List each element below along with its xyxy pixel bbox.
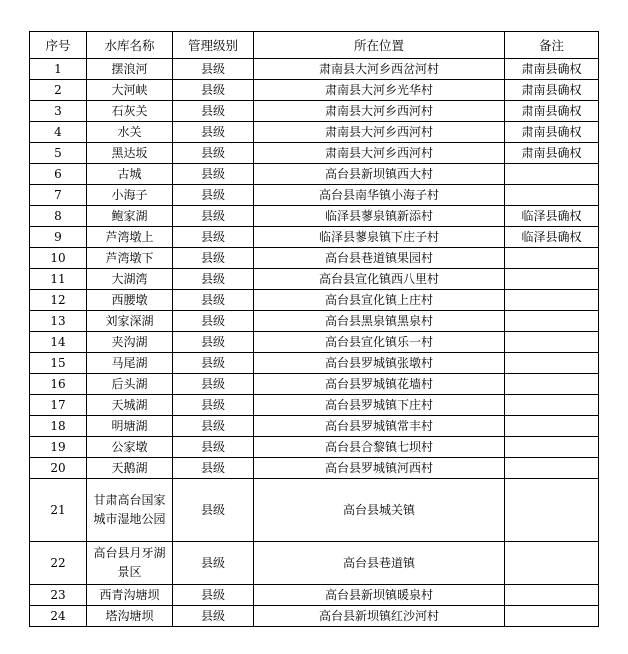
cell-no: 22 <box>30 542 87 585</box>
cell-level: 县级 <box>173 269 254 290</box>
cell-note <box>505 479 599 542</box>
cell-name: 鲍家湖 <box>87 206 173 227</box>
table-row <box>30 80 599 101</box>
cell-no: 24 <box>30 606 87 627</box>
cell-no: 10 <box>30 248 87 269</box>
cell-note <box>505 395 599 416</box>
cell-note <box>505 311 599 332</box>
table-row <box>30 585 599 606</box>
cell-location: 高台县城关镇 <box>254 479 505 542</box>
cell-no: 18 <box>30 416 87 437</box>
cell-no: 9 <box>30 227 87 248</box>
table-row <box>30 101 599 122</box>
cell-note <box>505 437 599 458</box>
table-row <box>30 395 599 416</box>
cell-name: 天鹅湖 <box>87 458 173 479</box>
cell-no: 2 <box>30 80 87 101</box>
cell-level: 县级 <box>173 185 254 206</box>
table-row <box>30 311 599 332</box>
cell-level: 县级 <box>173 606 254 627</box>
table-row <box>30 437 599 458</box>
cell-note <box>505 606 599 627</box>
cell-note: 肃南县确权 <box>505 101 599 122</box>
cell-name: 古城 <box>87 164 173 185</box>
cell-name: 明塘湖 <box>87 416 173 437</box>
table-row <box>30 374 599 395</box>
table-row <box>30 606 599 627</box>
table-row <box>30 248 599 269</box>
cell-location: 临泽县蓼泉镇新添村 <box>254 206 505 227</box>
table-row <box>30 353 599 374</box>
cell-location: 高台县宣化镇西八里村 <box>254 269 505 290</box>
cell-location: 临泽县蓼泉镇下庄子村 <box>254 227 505 248</box>
cell-no: 21 <box>30 479 87 542</box>
reservoir-table <box>29 31 599 627</box>
table-row <box>30 332 599 353</box>
cell-note <box>505 248 599 269</box>
table-row <box>30 185 599 206</box>
table-row <box>30 227 599 248</box>
cell-level: 县级 <box>173 479 254 542</box>
header-note: 备注 <box>505 32 599 59</box>
cell-name: 西青沟塘坝 <box>87 585 173 606</box>
cell-no: 12 <box>30 290 87 311</box>
cell-level: 县级 <box>173 248 254 269</box>
cell-note: 肃南县确权 <box>505 122 599 143</box>
cell-no: 8 <box>30 206 87 227</box>
cell-level: 县级 <box>173 542 254 585</box>
cell-no: 17 <box>30 395 87 416</box>
table-row <box>30 416 599 437</box>
cell-level: 县级 <box>173 353 254 374</box>
cell-location: 高台县新坝镇西大村 <box>254 164 505 185</box>
cell-name: 芦湾墩上 <box>87 227 173 248</box>
cell-name: 芦湾墩下 <box>87 248 173 269</box>
cell-location: 高台县宣化镇上庄村 <box>254 290 505 311</box>
cell-name: 后头湖 <box>87 374 173 395</box>
table-row <box>30 269 599 290</box>
cell-name: 天城湖 <box>87 395 173 416</box>
cell-note <box>505 185 599 206</box>
table-row <box>30 122 599 143</box>
cell-no: 13 <box>30 311 87 332</box>
cell-location: 高台县合黎镇七坝村 <box>254 437 505 458</box>
table-row <box>30 59 599 80</box>
cell-level: 县级 <box>173 101 254 122</box>
table-row <box>30 479 599 542</box>
cell-no: 6 <box>30 164 87 185</box>
cell-location: 高台县罗城镇常丰村 <box>254 416 505 437</box>
cell-level: 县级 <box>173 80 254 101</box>
cell-level: 县级 <box>173 122 254 143</box>
cell-location: 高台县宣化镇乐一村 <box>254 332 505 353</box>
cell-location: 肃南县大河乡西河村 <box>254 122 505 143</box>
cell-note <box>505 585 599 606</box>
cell-level: 县级 <box>173 143 254 164</box>
cell-location: 高台县新坝镇红沙河村 <box>254 606 505 627</box>
cell-location: 高台县罗城镇河西村 <box>254 458 505 479</box>
cell-name: 马尾湖 <box>87 353 173 374</box>
cell-location: 高台县南华镇小海子村 <box>254 185 505 206</box>
cell-location: 高台县黑泉镇黑泉村 <box>254 311 505 332</box>
cell-level: 县级 <box>173 290 254 311</box>
cell-location: 肃南县大河乡西河村 <box>254 143 505 164</box>
cell-note <box>505 416 599 437</box>
cell-name: 水关 <box>87 122 173 143</box>
cell-level: 县级 <box>173 59 254 80</box>
header-location: 所在位置 <box>254 32 505 59</box>
cell-no: 4 <box>30 122 87 143</box>
cell-location: 肃南县大河乡西岔河村 <box>254 59 505 80</box>
cell-no: 1 <box>30 59 87 80</box>
cell-location: 高台县巷道镇果园村 <box>254 248 505 269</box>
cell-name: 夹沟湖 <box>87 332 173 353</box>
cell-note <box>505 290 599 311</box>
cell-note <box>505 269 599 290</box>
cell-note: 临泽县确权 <box>505 206 599 227</box>
cell-note <box>505 458 599 479</box>
cell-name: 石灰关 <box>87 101 173 122</box>
cell-no: 7 <box>30 185 87 206</box>
cell-name: 甘肃高台国家城市湿地公园 <box>87 479 173 542</box>
cell-no: 16 <box>30 374 87 395</box>
cell-location: 高台县巷道镇 <box>254 542 505 585</box>
cell-level: 县级 <box>173 458 254 479</box>
cell-note: 临泽县确权 <box>505 227 599 248</box>
cell-name: 西腰墩 <box>87 290 173 311</box>
table-row <box>30 164 599 185</box>
header-no: 序号 <box>30 32 87 59</box>
cell-name: 小海子 <box>87 185 173 206</box>
cell-name: 摆浪河 <box>87 59 173 80</box>
cell-location: 肃南县大河乡西河村 <box>254 101 505 122</box>
cell-level: 县级 <box>173 416 254 437</box>
cell-level: 县级 <box>173 311 254 332</box>
cell-no: 19 <box>30 437 87 458</box>
cell-no: 11 <box>30 269 87 290</box>
cell-no: 3 <box>30 101 87 122</box>
cell-name: 公家墩 <box>87 437 173 458</box>
cell-note: 肃南县确权 <box>505 143 599 164</box>
cell-no: 14 <box>30 332 87 353</box>
table-row <box>30 290 599 311</box>
table-row <box>30 542 599 585</box>
cell-level: 县级 <box>173 395 254 416</box>
cell-no: 20 <box>30 458 87 479</box>
cell-level: 县级 <box>173 585 254 606</box>
cell-level: 县级 <box>173 374 254 395</box>
header-level: 管理级别 <box>173 32 254 59</box>
cell-name: 大湖湾 <box>87 269 173 290</box>
cell-name: 刘家深湖 <box>87 311 173 332</box>
cell-location: 高台县罗城镇花墙村 <box>254 374 505 395</box>
table-row <box>30 206 599 227</box>
cell-name: 大河峡 <box>87 80 173 101</box>
cell-location: 高台县罗城镇张墩村 <box>254 353 505 374</box>
cell-note <box>505 332 599 353</box>
cell-name: 高台县月牙湖景区 <box>87 542 173 585</box>
cell-level: 县级 <box>173 164 254 185</box>
cell-no: 15 <box>30 353 87 374</box>
cell-note: 肃南县确权 <box>505 80 599 101</box>
table-header-row <box>30 32 599 59</box>
cell-no: 23 <box>30 585 87 606</box>
header-name: 水库名称 <box>87 32 173 59</box>
cell-location: 肃南县大河乡光华村 <box>254 80 505 101</box>
cell-level: 县级 <box>173 437 254 458</box>
cell-note <box>505 164 599 185</box>
cell-note <box>505 374 599 395</box>
cell-level: 县级 <box>173 206 254 227</box>
cell-location: 高台县新坝镇暖泉村 <box>254 585 505 606</box>
cell-no: 5 <box>30 143 87 164</box>
cell-level: 县级 <box>173 227 254 248</box>
cell-note <box>505 542 599 585</box>
cell-name: 塔沟塘坝 <box>87 606 173 627</box>
cell-note <box>505 353 599 374</box>
cell-name: 黑达坂 <box>87 143 173 164</box>
cell-location: 高台县罗城镇下庄村 <box>254 395 505 416</box>
table-row <box>30 143 599 164</box>
table-row <box>30 458 599 479</box>
cell-level: 县级 <box>173 332 254 353</box>
cell-note: 肃南县确权 <box>505 59 599 80</box>
